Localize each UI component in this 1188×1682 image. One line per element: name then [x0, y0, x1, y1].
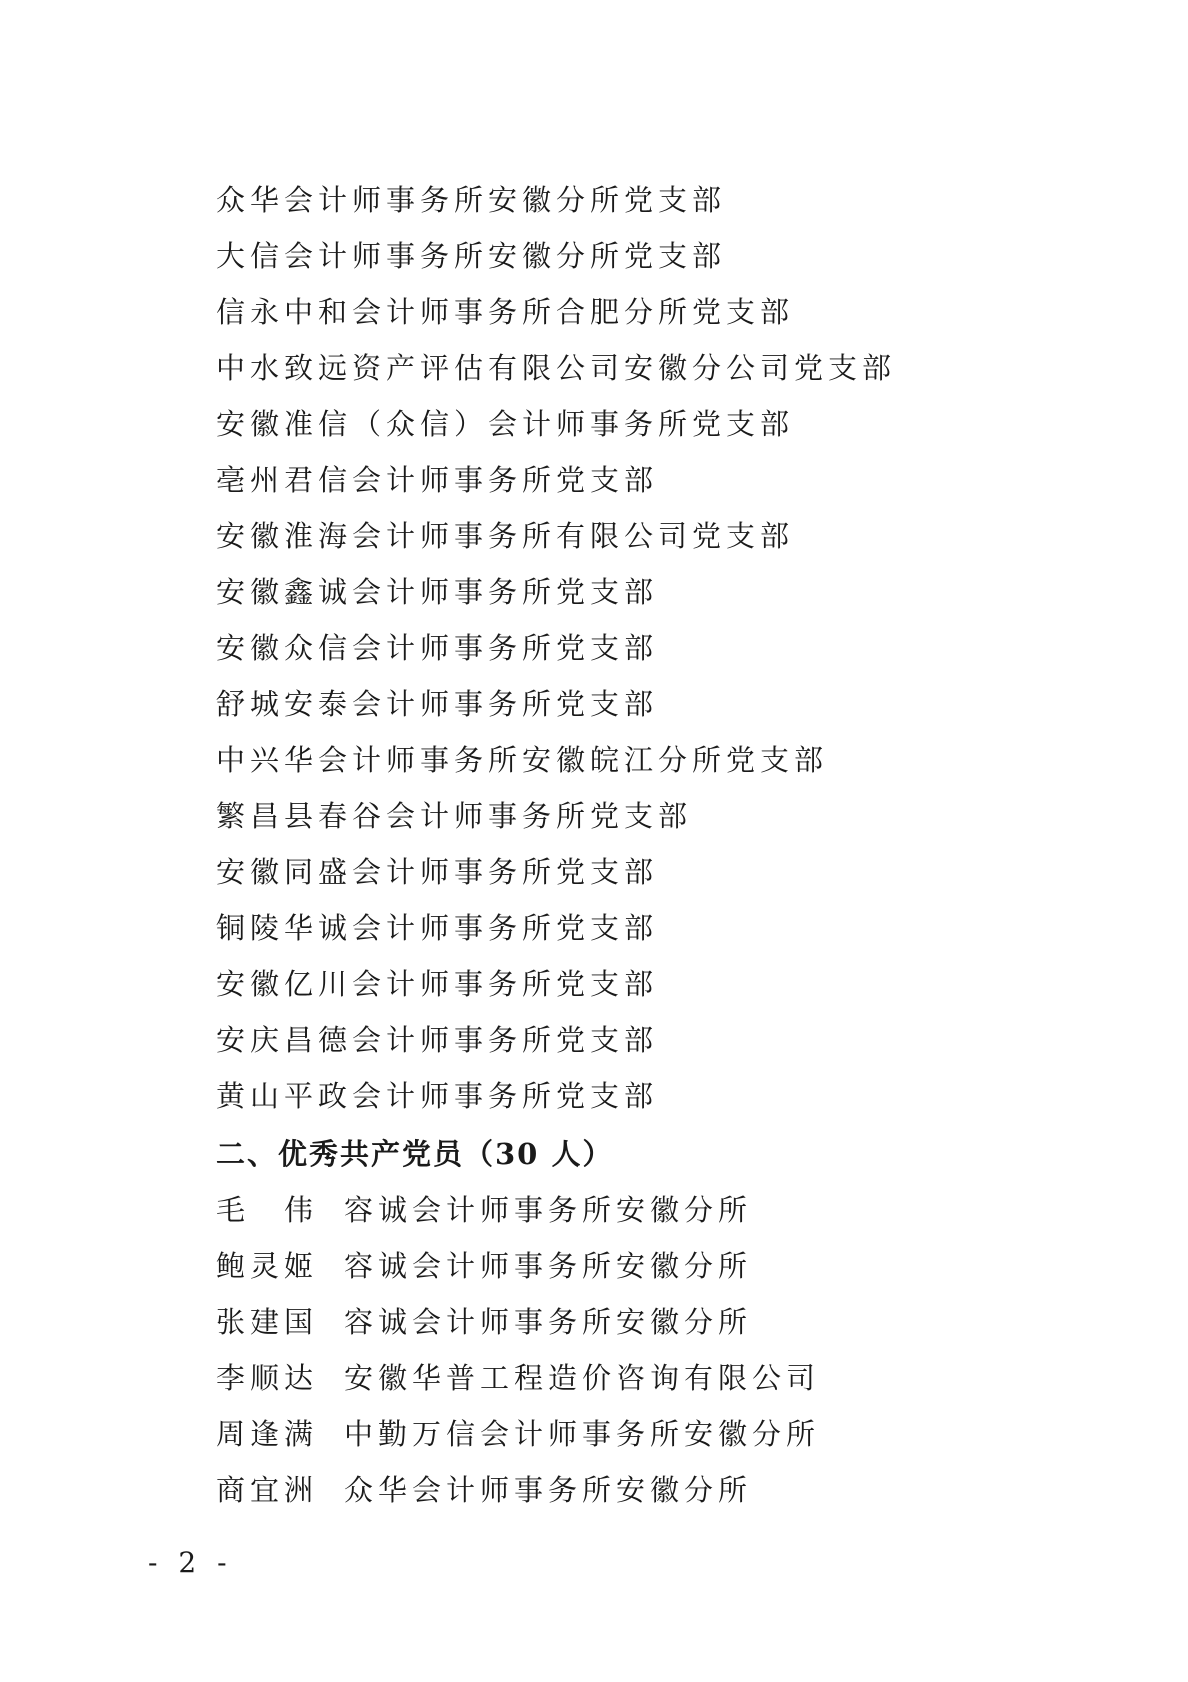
branch-item: 信永中和会计师事务所合肥分所党支部 — [216, 295, 795, 329]
branch-item: 大信会计师事务所安徽分所党支部 — [216, 239, 727, 273]
branch-item: 中水致远资产评估有限公司安徽分公司党支部 — [216, 351, 897, 385]
member-row — [216, 1238, 820, 1294]
member-list — [216, 1182, 820, 1518]
member-row — [216, 1350, 820, 1406]
member-name: 周逢满 — [216, 1417, 319, 1451]
branch-item: 亳州君信会计师事务所党支部 — [216, 463, 659, 497]
branch-item: 安徽同盛会计师事务所党支部 — [216, 855, 659, 889]
member-row — [216, 1182, 820, 1238]
page-number: - 2 - — [148, 1546, 233, 1579]
member-organization: 中勤万信会计师事务所安徽分所 — [344, 1417, 821, 1451]
branch-item: 安徽准信（众信）会计师事务所党支部 — [216, 407, 795, 441]
branch-item: 舒城安泰会计师事务所党支部 — [216, 687, 659, 721]
section-heading: 二、优秀共产党员（30 人） — [216, 1137, 614, 1171]
member-organization: 容诚会计师事务所安徽分所 — [344, 1305, 753, 1339]
branch-item: 安徽众信会计师事务所党支部 — [216, 631, 659, 665]
branch-item: 安徽淮海会计师事务所有限公司党支部 — [216, 519, 795, 553]
member-organization: 安徽华普工程造价咨询有限公司 — [344, 1361, 821, 1395]
branch-item: 安徽亿川会计师事务所党支部 — [216, 967, 659, 1001]
member-name: 张建国 — [216, 1305, 319, 1339]
member-name: 商宜洲 — [216, 1473, 319, 1507]
member-organization: 众华会计师事务所安徽分所 — [344, 1473, 753, 1507]
member-row — [216, 1294, 820, 1350]
branch-item: 铜陵华诚会计师事务所党支部 — [216, 911, 659, 945]
branch-item: 繁昌县春谷会计师事务所党支部 — [216, 799, 693, 833]
branch-item: 安庆昌德会计师事务所党支部 — [216, 1023, 659, 1057]
branch-item: 安徽鑫诚会计师事务所党支部 — [216, 575, 659, 609]
member-name: 李顺达 — [216, 1361, 319, 1395]
member-name: 毛 伟 — [216, 1193, 319, 1227]
member-organization: 容诚会计师事务所安徽分所 — [344, 1249, 753, 1283]
member-row — [216, 1462, 820, 1518]
branch-list — [216, 172, 896, 1124]
member-name: 鲍灵姬 — [216, 1249, 319, 1283]
member-row — [216, 1406, 820, 1462]
branch-item: 众华会计师事务所安徽分所党支部 — [216, 183, 727, 217]
branch-item: 黄山平政会计师事务所党支部 — [216, 1079, 659, 1113]
member-organization: 容诚会计师事务所安徽分所 — [344, 1193, 753, 1227]
branch-item: 中兴华会计师事务所安徽皖江分所党支部 — [216, 743, 829, 777]
